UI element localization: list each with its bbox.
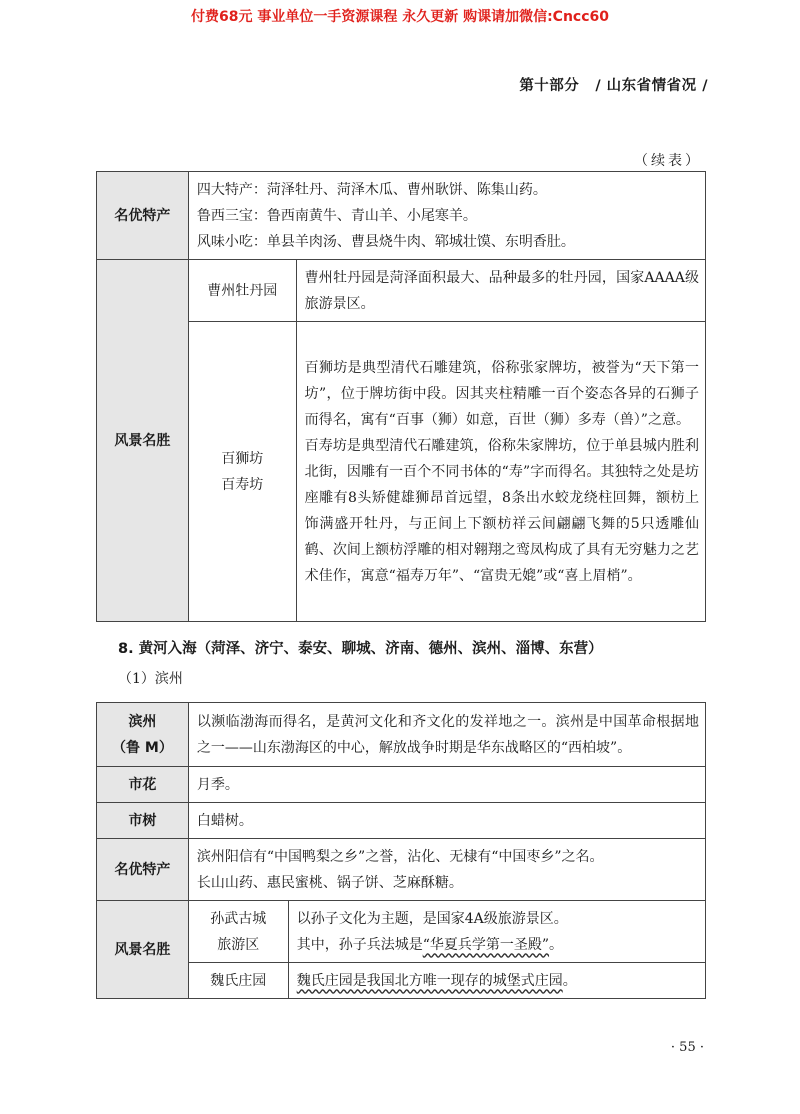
scenic-name-line: 孙武古城 xyxy=(210,910,267,927)
table-row xyxy=(97,260,706,322)
row-label-tree: 市树 xyxy=(97,803,189,839)
row-label-specialty: 名优特产 xyxy=(97,172,189,260)
city-name: 滨州 xyxy=(128,713,157,730)
subsection-title: （1）滨州 xyxy=(118,671,183,687)
table-row xyxy=(97,963,706,999)
specialty-line: 长山山药、惠民蜜桃、锅子饼、芝麻酥糖。 xyxy=(196,874,463,891)
tree-value: 白蜡树。 xyxy=(188,803,705,839)
scenic-name-sunwu xyxy=(188,901,288,963)
scenic-desc-wei-manor xyxy=(288,963,705,999)
header-part: 第十部分 xyxy=(519,78,580,94)
table-row xyxy=(97,839,706,901)
scenic-name-wei-manor: 魏氏庄园 xyxy=(188,963,288,999)
specialty-content xyxy=(188,172,705,260)
specialty-content-binzhou xyxy=(188,839,705,901)
scenic-name-peony-garden: 曹州牡丹园 xyxy=(188,260,296,322)
header-section: / 山东省情省况 / xyxy=(595,78,708,94)
scenic-name-baishi: 百狮坊 xyxy=(221,450,264,467)
specialty-line: 鲁西三宝：鲁西南黄牛、青山羊、小尾寒羊。 xyxy=(196,207,477,224)
row-label-scenic-binzhou: 风景名胜 xyxy=(97,901,189,999)
scenic-name-archways xyxy=(188,322,296,622)
binzhou-table xyxy=(96,702,706,999)
specialty-line: 风味小吃：单县羊肉汤、曹县烧牛肉、郓城壮馍、东明香肚。 xyxy=(196,233,575,250)
section-title: 8. 黄河入海（菏泽、济宁、泰安、聊城、济南、德州、滨州、淄博、东营） xyxy=(118,641,603,657)
specialty-line: 滨州阳信有“中国鸭梨之乡”之誉，沾化、无棣有“中国枣乡”之名。 xyxy=(196,848,604,865)
flower-value: 月季。 xyxy=(188,767,705,803)
continued-label: （续表） xyxy=(634,153,702,169)
scenic-desc-sunwu xyxy=(288,901,705,963)
page-number: · 55 · xyxy=(670,1040,704,1055)
scenic-name-baishou: 百寿坊 xyxy=(221,476,264,493)
table-row xyxy=(97,703,706,767)
table-row xyxy=(97,901,706,963)
city-plate: （鲁 M） xyxy=(112,739,173,756)
table-row xyxy=(97,803,706,839)
table-row xyxy=(97,322,706,622)
row-label-specialty-binzhou: 名优特产 xyxy=(97,839,189,901)
page-header xyxy=(519,74,708,95)
heze-table-continued xyxy=(96,171,706,622)
scenic-desc-line xyxy=(297,932,699,958)
scenic-desc-highlight: “华夏兵学第一圣殿” xyxy=(422,936,550,953)
scenic-desc-archways xyxy=(296,322,705,622)
table-row xyxy=(97,172,706,260)
row-label-scenic: 风景名胜 xyxy=(97,260,189,622)
scenic-name-line: 旅游区 xyxy=(217,936,260,953)
scenic-desc-suffix: 。 xyxy=(549,936,564,953)
scenic-desc-baishou: 百寿坊是典型清代石雕建筑，俗称朱家牌坊，位于单县城内胜利北街，因雕有一百个不同书体的“寿”字而得名。其独特之处是坊座雕有8头矫健雄狮昂首远望，8条出水蛟龙绕柱回舞，额枋上饰满盛开牡丹，与正间上下额枋祥云间翩翩飞舞的5只透雕仙鹤、次间上额枋浮雕的相对翱翔之鸾凤构成了具有无穷魅力之艺术佳作，寓意“福寿万年”、“富贵无媲”或“喜上眉梢”。 xyxy=(304,437,699,584)
row-label-city xyxy=(97,703,189,767)
promo-banner: 付费68元 事业单位一手资源课程 永久更新 购课请加微信:Cncc60 xyxy=(190,9,610,25)
scenic-desc-line: 以孙子文化为主题，是国家4A级旅游景区。 xyxy=(296,910,568,927)
scenic-desc-highlight: 魏氏庄园是我国北方唯一现存的城堡式庄园 xyxy=(296,972,563,989)
city-desc: 以濒临渤海而得名，是黄河文化和齐文化的发祥地之一。滨州是中国革命根据地之一——山东渤海区的中心，解放战争时期是华东战略区的“西柏坡”。 xyxy=(188,703,705,767)
scenic-desc-suffix: 。 xyxy=(562,972,577,989)
scenic-desc-prefix: 其中，孙子兵法城是 xyxy=(296,936,423,953)
row-label-flower: 市花 xyxy=(97,767,189,803)
scenic-desc-peony-garden: 曹州牡丹园是菏泽面积最大、品种最多的牡丹园，国家AAAA级旅游景区。 xyxy=(296,260,705,322)
specialty-line: 四大特产：菏泽牡丹、菏泽木瓜、曹州耿饼、陈集山药。 xyxy=(196,181,547,198)
table-row xyxy=(97,767,706,803)
scenic-desc-baishi: 百狮坊是典型清代石雕建筑，俗称张家牌坊，被誉为“天下第一坊”，位于牌坊街中段。因其夹柱精雕一百个姿态各异的石狮子而得名，寓有“百事（狮）如意，百世（狮）多寿（兽）”之意。 xyxy=(304,359,699,428)
